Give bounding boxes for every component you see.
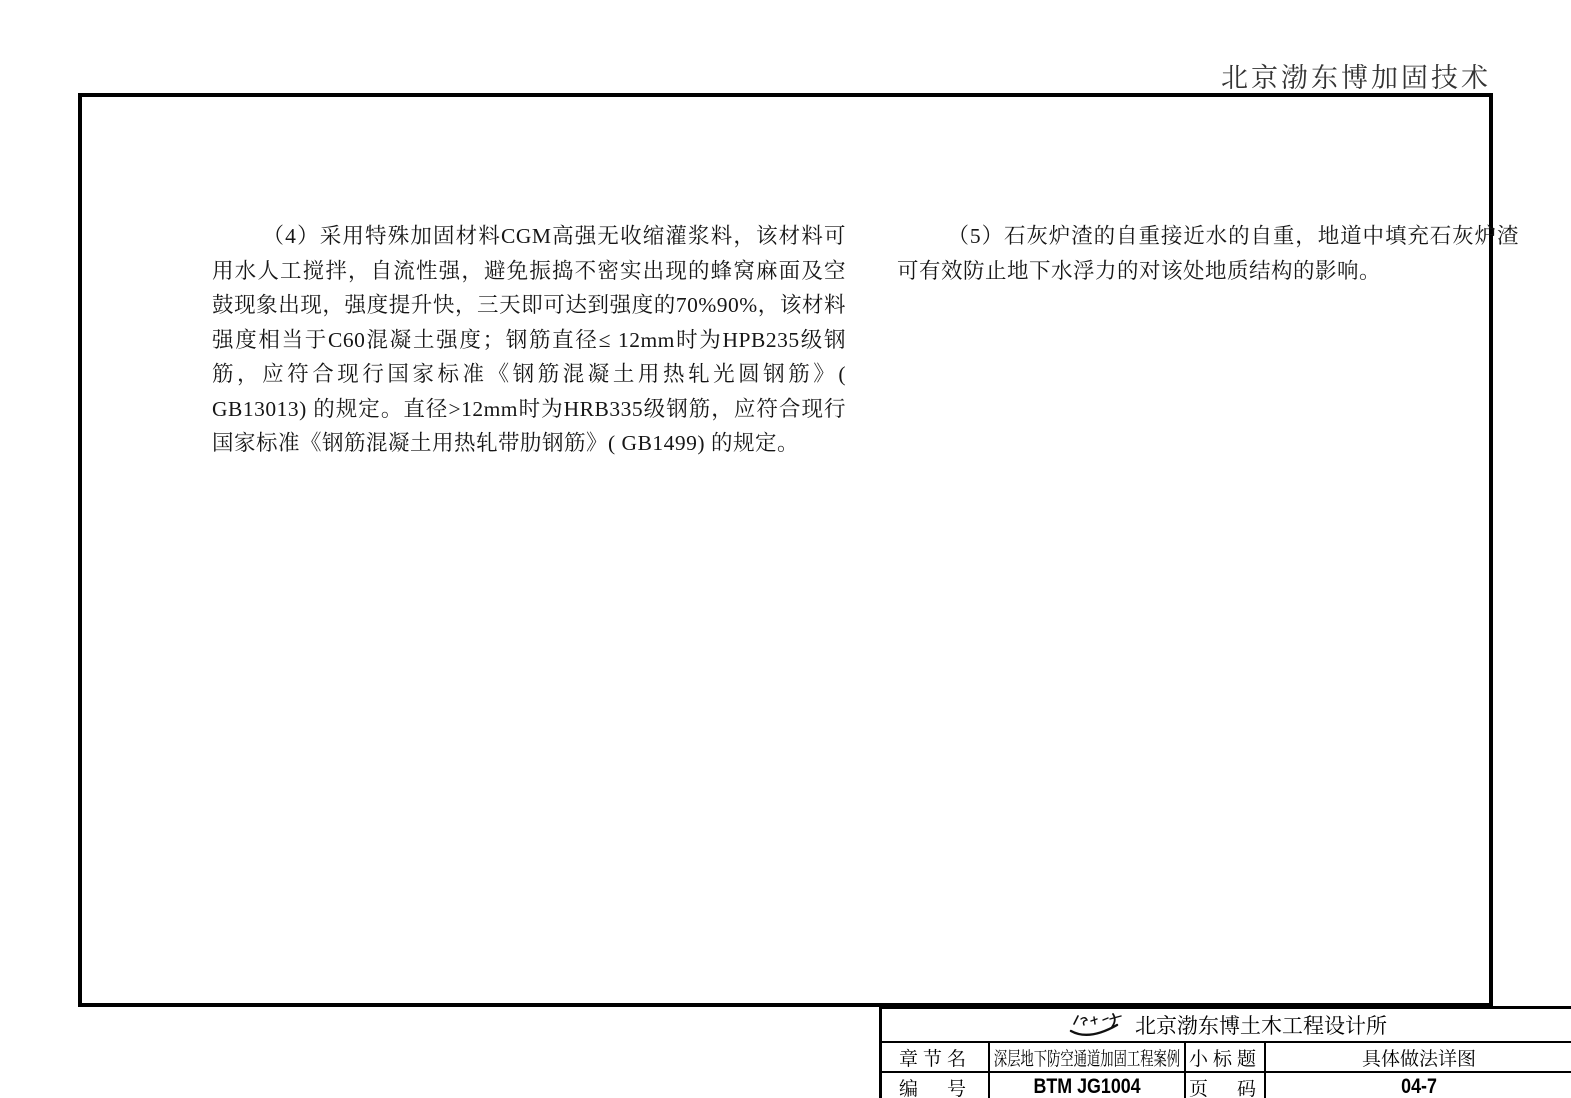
paragraph-item-5: （5）石灰炉渣的自重接近水的自重，地道中填充石灰炉渣可有效防止地下水浮力的对该处地质结构的影响。: [897, 224, 1519, 283]
title-block-table: [879, 1006, 1571, 1098]
chapter-name-label: 章节名: [882, 1041, 988, 1071]
document-frame: [78, 93, 1519, 1098]
chapter-name-text: 深层地下防空通道加固工程案例: [993, 1048, 1181, 1070]
subtitle-value: 具体做法详图: [1264, 1041, 1571, 1071]
chapter-name-value: [988, 1041, 1184, 1071]
title-block-header-row: [882, 1009, 1571, 1041]
page-code-label: 页 码: [1184, 1071, 1264, 1098]
number-label: 编 号: [882, 1071, 988, 1098]
number-value: [988, 1071, 1184, 1098]
page-code-value: [1264, 1071, 1571, 1098]
paragraph-item-4: （4）采用特殊加固材料CGM高强无收缩灌浆料，该材料可用水人工搅拌，自流性强，避免振捣不密实出现的蜂窝麻面及空鼓现象出现，强度提升快，三天即可达到强度的70%90%，该材料强度相当于C60混凝土强度；钢筋直径≤ 12mm时为HPB235级钢筋，应符合现行国家标准《钢筋混凝土用热轧光圆钢筋》( GB13013) 的规定。直径>12mm时为HRB335级钢筋，应符合现行国家标准《钢筋混凝土用热轧带肋钢筋》( GB1499) 的规定。: [212, 224, 846, 455]
page-code-text: 04-7: [1401, 1075, 1437, 1098]
left-column: [212, 219, 846, 461]
number-text: BTM JG1004: [1033, 1075, 1141, 1098]
calligraphy-signature-icon: [1067, 1011, 1125, 1039]
company-name: 北京渤东博土木工程设计所: [1135, 1015, 1387, 1038]
subtitle-label: 小标题: [1184, 1041, 1264, 1071]
page-header-title: 北京渤东博加固技术: [1221, 63, 1491, 93]
right-column: [897, 219, 1519, 288]
